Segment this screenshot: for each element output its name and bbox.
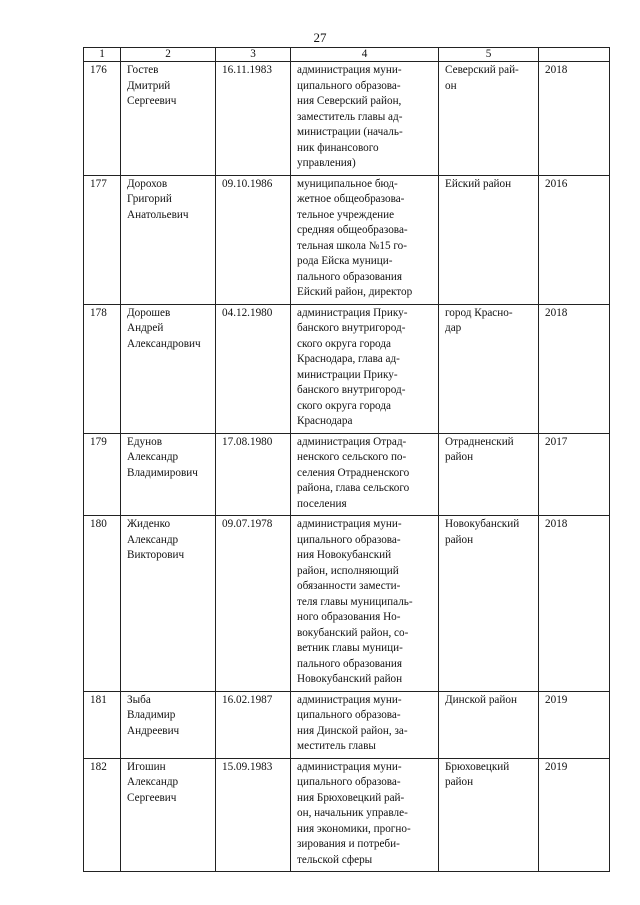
row-number: 182	[84, 758, 121, 872]
row-number: 180	[84, 516, 121, 692]
table-row	[84, 433, 610, 516]
year: 2019	[539, 691, 610, 758]
person-name: Едунов Александр Владимирович	[121, 433, 216, 516]
table-row	[84, 304, 610, 433]
district: Ейский район	[439, 175, 539, 304]
table-row	[84, 758, 610, 872]
district: город Красно- дар	[439, 304, 539, 433]
row-number: 179	[84, 433, 121, 516]
page-number: 27	[313, 30, 327, 45]
table-row	[84, 691, 610, 758]
column-header: 5	[439, 48, 539, 62]
birth-date: 17.08.1980	[216, 433, 291, 516]
workplace-position: администрация муни- ципального образова- ния Динской район, за- меститель главы	[291, 691, 439, 758]
column-header: 1	[84, 48, 121, 62]
year: 2017	[539, 433, 610, 516]
table-header-row	[84, 48, 610, 62]
workplace-position: администрация Отрад- ненского сельского по- селения Отрадненского района, глава сельского поселения	[291, 433, 439, 516]
birth-date: 04.12.1980	[216, 304, 291, 433]
district: Отрадненский район	[439, 433, 539, 516]
person-name: Зыба Владимир Андреевич	[121, 691, 216, 758]
year: 2018	[539, 62, 610, 176]
workplace-position: муниципальное бюд- жетное общеобразова- тельное учреждение средняя общеобразова- тельная школа №15 го- рода Ейска муници- пального образования Ейский район, директор	[291, 175, 439, 304]
workplace-position: администрация муни- ципального образова- ния Северский район, заместитель главы ад- министрации (началь- ник финансового управления)	[291, 62, 439, 176]
district: Брюховецкий район	[439, 758, 539, 872]
year: 2018	[539, 304, 610, 433]
column-header: 2	[121, 48, 216, 62]
year: 2016	[539, 175, 610, 304]
person-name: Дорошев Андрей Александрович	[121, 304, 216, 433]
row-number: 177	[84, 175, 121, 304]
column-header: 4	[291, 48, 439, 62]
person-name: Гостев Дмитрий Сергеевич	[121, 62, 216, 176]
row-number: 178	[84, 304, 121, 433]
district: Динской район	[439, 691, 539, 758]
column-header	[539, 48, 610, 62]
year: 2019	[539, 758, 610, 872]
birth-date: 09.07.1978	[216, 516, 291, 692]
district: Северский рай- он	[439, 62, 539, 176]
register-table	[83, 47, 610, 872]
row-number: 181	[84, 691, 121, 758]
person-name: Дорохов Григорий Анатольевич	[121, 175, 216, 304]
year: 2018	[539, 516, 610, 692]
workplace-position: администрация муни- ципального образова- ния Брюховецкий рай- он, начальник управле- ния экономики, прогно- зирования и потреби- тельской сферы	[291, 758, 439, 872]
birth-date: 16.02.1987	[216, 691, 291, 758]
column-header: 3	[216, 48, 291, 62]
birth-date: 16.11.1983	[216, 62, 291, 176]
row-number: 176	[84, 62, 121, 176]
person-name: Игошин Александр Сергеевич	[121, 758, 216, 872]
person-name: Жиденко Александр Викторович	[121, 516, 216, 692]
workplace-position: администрация Прику- банского внутригород- ского округа города Краснодара, глава ад- министрации Прику- банского внутригород- ского округа города Краснодара	[291, 304, 439, 433]
table-row	[84, 62, 610, 176]
birth-date: 09.10.1986	[216, 175, 291, 304]
workplace-position: администрация муни- ципального образова- ния Новокубанский район, исполняющий обязанности замести- теля главы муниципаль- ного образования Но- вокубанский район, со- ветник главы муници- пального образования Новокубанский район	[291, 516, 439, 692]
district: Новокубанский район	[439, 516, 539, 692]
birth-date: 15.09.1983	[216, 758, 291, 872]
table-row	[84, 175, 610, 304]
table-row	[84, 516, 610, 692]
